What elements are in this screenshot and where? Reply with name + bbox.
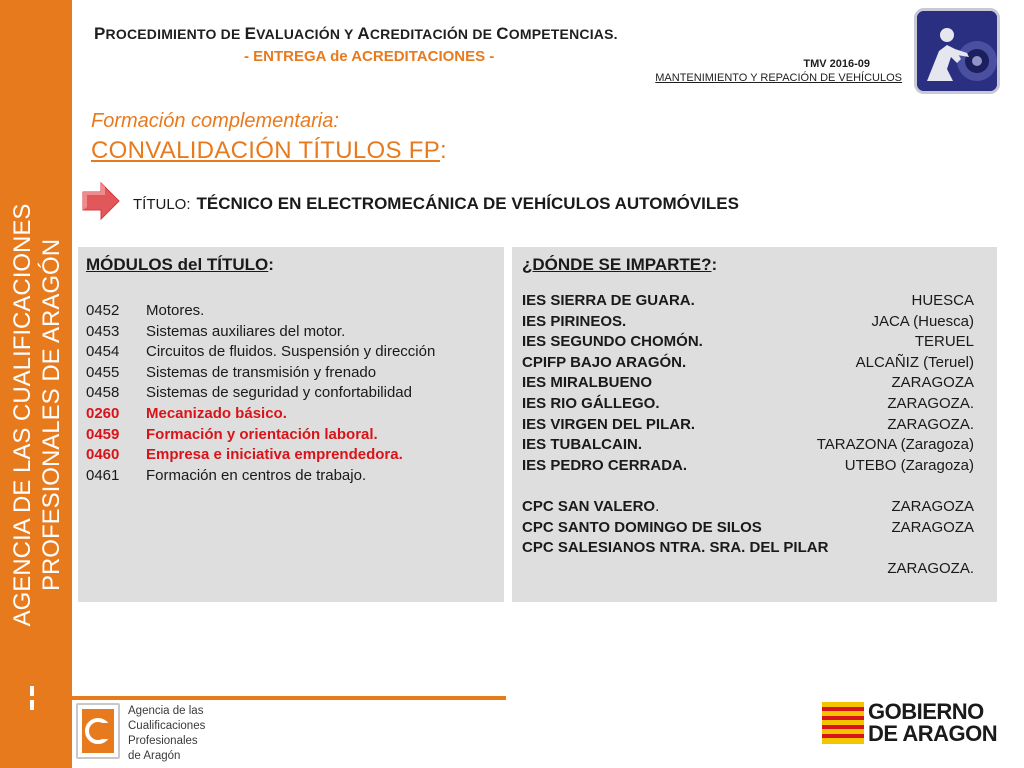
private-center-city: ZARAGOZA. <box>887 559 974 577</box>
qualification-code: TMV 2016-09 <box>803 58 870 70</box>
module-item: 0454 Circuitos de fluidos. Suspensión y dirección <box>86 343 436 361</box>
agency-logo <box>76 703 206 763</box>
center-item: IES SIERRA DE GUARA. HUESCA <box>522 292 974 309</box>
arrow-right-icon <box>81 181 121 221</box>
center-item: IES SEGUNDO CHOMÓN. TERUEL <box>522 333 974 351</box>
header-title: PROCEDIMIENTO DE EVALUACIÓN Y ACREDITACIÓN DE COMPETENCIAS. <box>94 24 618 43</box>
mechanic-icon <box>914 8 1000 94</box>
qualification-name: MANTENIMIENTO Y REPACIÓN DE VEHÍCULOS <box>655 72 902 84</box>
module-item: 0458 Sistemas de seguridad y confortabilidad <box>86 384 412 402</box>
private-center-item: CPC SAN VALERO. ZARAGOZA <box>522 497 974 515</box>
private-center-item: CPC SALESIANOS NTRA. SRA. DEL PILAR <box>522 539 829 557</box>
center-item: IES VIRGEN DEL PILAR. ZARAGOZA. <box>522 415 974 433</box>
titulo-label: TÍTULO: <box>133 196 191 213</box>
centers-panel <box>512 247 997 602</box>
module-item: 0455 Sistemas de transmisión y frenado <box>86 363 377 381</box>
section-title: CONVALIDACIÓN TÍTULOS FP: <box>91 137 448 164</box>
module-item-highlighted: 0460 Empresa e iniciativa emprendedora. <box>86 446 403 464</box>
center-item: CPIFP BAJO ARAGÓN. ALCAÑIZ (Teruel) <box>522 353 974 371</box>
center-item: IES RIO GÁLLEGO. ZARAGOZA. <box>522 394 974 412</box>
module-item-highlighted: 0459 Formación y orientación laboral. <box>86 425 378 443</box>
modules-panel <box>78 247 504 602</box>
module-item: 0452 Motores. <box>86 302 205 319</box>
modules-list <box>86 301 435 486</box>
module-item: 0461 Formación en centros de trabajo. <box>86 466 367 484</box>
header-subtitle: - ENTREGA de ACREDITACIONES - <box>244 48 495 65</box>
center-item: IES MIRALBUENO ZARAGOZA <box>522 374 974 392</box>
titulo-value: TÉCNICO EN ELECTROMECÁNICA DE VEHÍCULOS AUTOMÓVILES <box>196 194 739 213</box>
sidebar-line-2: PROFESIONALES DE ARAGÓN <box>38 238 65 592</box>
module-item: 0453 Sistemas auxiliares del motor. <box>86 322 346 340</box>
private-center-item: CPC SANTO DOMINGO DE SILOS ZARAGOZA <box>522 518 974 536</box>
aragon-flag-icon <box>822 702 864 744</box>
agency-name: Agencia de las Cualificaciones Profesionales de Aragón <box>128 705 206 762</box>
government-name: GOBIERNO DE ARAGON <box>868 699 998 746</box>
center-item: IES PEDRO CERRADA. UTEBO (Zaragoza) <box>522 456 974 474</box>
centers-heading: ¿DÓNDE SE IMPARTE?: <box>522 255 718 274</box>
government-logo <box>822 699 1000 748</box>
module-item-highlighted: 0260 Mecanizado básico. <box>86 404 287 422</box>
section-label: Formación complementaria: <box>91 110 339 132</box>
bottom-divider <box>0 696 506 700</box>
center-item: IES PIRINEOS. JACA (Huesca) <box>522 312 974 330</box>
titulo-row <box>133 194 739 214</box>
center-item: IES TUBALCAIN. TARAZONA (Zaragoza) <box>522 436 974 454</box>
centers-list <box>522 291 974 579</box>
sidebar-line-1: AGENCIA DE LAS CUALIFICACIONES <box>9 203 36 627</box>
modules-heading: MÓDULOS del TÍTULO: <box>86 255 274 274</box>
sidebar-title <box>8 165 68 665</box>
list-spacer <box>522 476 974 497</box>
sidebar <box>0 0 72 768</box>
agency-mark-icon <box>76 703 120 759</box>
